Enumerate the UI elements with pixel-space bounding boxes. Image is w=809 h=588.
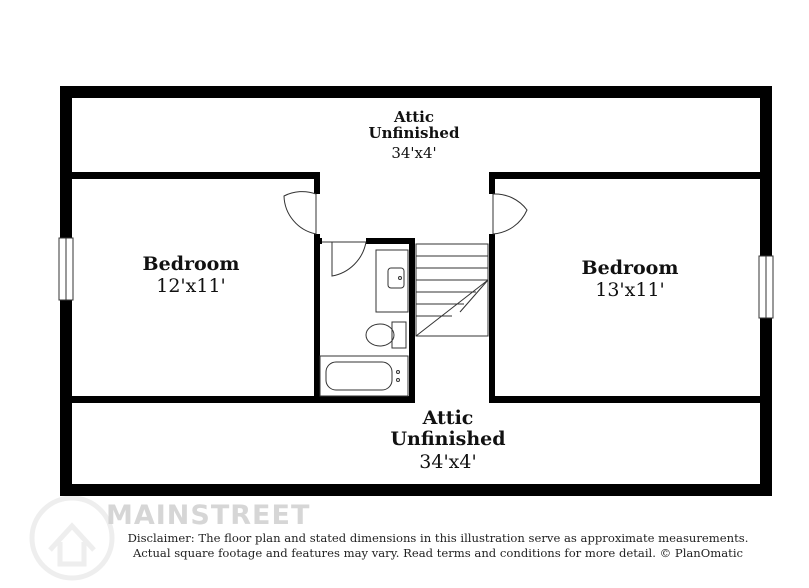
room-attic-bottom [390,407,505,473]
bedroom-right-name: Bedroom [581,257,679,279]
toilet-icon [366,322,406,348]
stairs [416,244,488,336]
door-right-bedroom [493,194,527,234]
room-bedroom-left [143,253,240,297]
room-bedroom-right [582,257,679,301]
disclaimer-line1: Disclaimer: The floor plan and stated dimensions in this illustration serve as approximate measurements. [127,531,749,545]
attic-top-name-line2: Unfinished [368,124,460,142]
attic-bottom-dimensions: 34'x4' [419,451,477,473]
bathroom-fixtures [320,250,408,396]
bedroom-left-dimensions: 12'x11' [156,275,226,297]
bedroom-right-dimensions: 13'x11' [595,279,665,301]
door-left-bedroom [284,192,316,234]
attic-top-dimensions: 34'x4' [391,144,437,162]
attic-bottom-name-line2: Unfinished [390,428,506,450]
attic-bottom-name-line1: Attic [422,407,474,429]
disclaimer [118,531,758,561]
disclaimer-line2: Actual square footage and features may vary. Read terms and conditions for more detail. © PlanOmatic [132,546,744,560]
bathtub-icon [320,356,408,396]
attic-top-name-line1: Attic [393,108,435,126]
watermark-brand: MAINSTREET [106,500,311,531]
room-attic-top [369,108,460,162]
bedroom-left-name: Bedroom [142,253,240,275]
door-bathroom [322,242,366,276]
vanity [376,250,408,312]
